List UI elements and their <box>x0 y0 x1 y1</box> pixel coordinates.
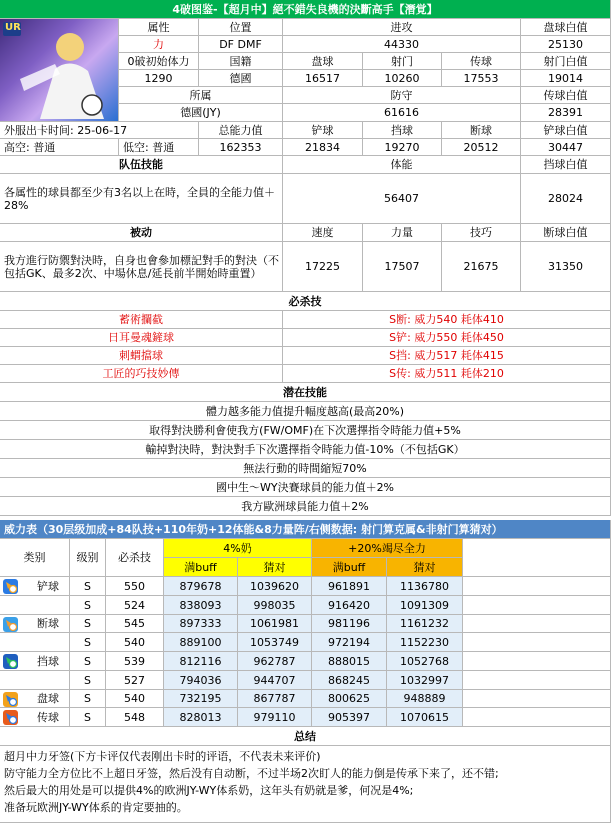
category-cell: 铲球 <box>0 577 70 596</box>
value-full-buff: 732195 <box>164 690 238 708</box>
level-cell: S <box>70 671 106 690</box>
dribble-white-value: 25130 <box>521 36 611 53</box>
value-guess-fullpower: 1091309 <box>387 596 463 615</box>
passive-label: 被动 <box>0 224 283 242</box>
value-guess-fullpower: 1070615 <box>387 708 463 727</box>
technique-value: 21675 <box>442 242 521 292</box>
header-intercept: 断球 <box>442 122 521 139</box>
header-team: 所属 <box>119 87 283 104</box>
header-total: 总能力值 <box>199 122 283 139</box>
team-skill-text: 各属性的球員都至少有3名以上在時，全員的全能力值＋28% <box>0 174 283 224</box>
potential-item: 我方歐洲球員能力值＋2% <box>0 497 611 516</box>
high-ball-label: 高空: 普通 <box>0 139 119 156</box>
skill-power-cell: 548 <box>106 708 164 727</box>
special-skill-name: 刺蝟擋球 <box>0 347 283 365</box>
nationality-value: 德國 <box>199 70 283 87</box>
value-full-buff: 879678 <box>164 577 238 596</box>
skill-power-cell: 540 <box>106 633 164 652</box>
stamina-value: 1290 <box>119 70 199 87</box>
value-full-buff: 838093 <box>164 596 238 615</box>
potential-item: 輸掉對決時，對決對手下次選擇指令時能力值-10%（不包括GK） <box>0 440 611 459</box>
hp-value: 56407 <box>283 174 521 224</box>
skill-power-cell: 539 <box>106 652 164 671</box>
header-technique: 技巧 <box>442 224 521 242</box>
value-full-buff: 812116 <box>164 652 238 671</box>
value-guess: 867787 <box>238 690 312 708</box>
header-intercept-white: 断球白值 <box>521 224 611 242</box>
summary-line: 然后最大的用处是可以提供4%的欧洲JY-WY体系奶，这年头有奶就是爹，何况是4%; <box>4 784 414 797</box>
value-full-buff-fullpower: 961891 <box>312 577 387 596</box>
value-guess-fullpower: 1136780 <box>387 577 463 596</box>
header-category: 类别 <box>0 539 70 577</box>
category-cell <box>0 596 70 615</box>
empty-cell <box>463 596 611 615</box>
category-cell <box>0 633 70 652</box>
empty-cell <box>463 615 611 633</box>
pass-white-value: 28391 <box>521 104 611 122</box>
level-cell: S <box>70 615 106 633</box>
total-value: 162353 <box>199 139 283 156</box>
header-speed: 速度 <box>283 224 363 242</box>
empty-cell <box>463 577 611 596</box>
header-pass-white: 传球白值 <box>521 87 611 104</box>
low-ball-label: 低空: 普通 <box>119 139 199 156</box>
value-guess-fullpower: 1152230 <box>387 633 463 652</box>
empty-cell <box>463 708 611 727</box>
category-cell: 传球 <box>0 708 70 727</box>
header-empty <box>463 539 611 577</box>
header-attack: 进攻 <box>283 19 521 36</box>
intercept-white-value: 31350 <box>521 242 611 292</box>
value-full-buff: 794036 <box>164 671 238 690</box>
skill-power-cell: 550 <box>106 577 164 596</box>
header-skill-power: 必杀技 <box>106 539 164 577</box>
value-guess: 944707 <box>238 671 312 690</box>
level-cell: S <box>70 596 106 615</box>
header-shoot: 射门 <box>363 53 442 70</box>
category-cell: 断球 <box>0 615 70 633</box>
value-full-buff-fullpower: 981196 <box>312 615 387 633</box>
value-full-buff-fullpower: 916420 <box>312 596 387 615</box>
block-value: 19270 <box>363 139 442 156</box>
dribble-value: 16517 <box>283 70 363 87</box>
header-tackle-white: 铲球白值 <box>521 122 611 139</box>
level-cell: S <box>70 633 106 652</box>
team-skill-label: 队伍技能 <box>0 156 283 174</box>
skill-type-icon <box>3 710 18 725</box>
header-pass: 传球 <box>442 53 521 70</box>
skill-power-cell: 527 <box>106 671 164 690</box>
speed-value: 17225 <box>283 242 363 292</box>
category-cell: 挡球 <box>0 652 70 671</box>
header-attribute: 属性 <box>119 19 199 36</box>
attack-value: 44330 <box>283 36 521 53</box>
special-skill-name: 蓄術攔截 <box>0 311 283 329</box>
tackle-value: 21834 <box>283 139 363 156</box>
empty-cell <box>463 671 611 690</box>
value-guess: 1039620 <box>238 577 312 596</box>
power-table-title: 威力表（30层级加成+84队技+110年奶+12体能&8力量阵/右侧数据: 射门算克属&非射门算猜对） <box>0 520 611 539</box>
tackle-white-value: 30447 <box>521 139 611 156</box>
skill-power-cell: 540 <box>106 690 164 708</box>
header-guess: 猜对 <box>238 558 312 577</box>
header-power: 力量 <box>363 224 442 242</box>
attribute-value: 力 <box>119 36 199 53</box>
summary-line: 超月中力牙签(下方卡评仅代表刚出卡时的评语，不代表未来评价) <box>4 750 321 763</box>
value-guess: 1061981 <box>238 615 312 633</box>
header-hp: 体能 <box>283 156 521 174</box>
header-group-fullpower: +20%竭尽全力 <box>312 539 463 558</box>
category-cell: 盘球 <box>0 690 70 708</box>
header-position: 位置 <box>199 19 283 36</box>
summary-line: 防守能力全方位比不上超日牙签，然后没有自动断，不过半场2次盯人的能力倒是传承下来了，还不错; <box>4 767 499 780</box>
header-stamina: 0破初始体力 <box>119 53 199 70</box>
intercept-value: 20512 <box>442 139 521 156</box>
skill-type-icon <box>3 617 18 632</box>
empty-cell <box>463 690 611 708</box>
value-guess: 1053749 <box>238 633 312 652</box>
summary-line: 准备玩欧洲JY-WY体系的肯定要抽的。 <box>4 801 188 814</box>
header-level: 级别 <box>70 539 106 577</box>
value-guess-fullpower: 1052768 <box>387 652 463 671</box>
rarity-badge: UR <box>5 22 21 33</box>
special-skill-name: 工匠的巧技妙傳 <box>0 365 283 383</box>
skill-type-icon <box>3 654 18 669</box>
value-full-buff: 889100 <box>164 633 238 652</box>
header-group-milk: 4%奶 <box>164 539 312 558</box>
header-defense: 防守 <box>283 87 521 104</box>
header-tackle: 铲球 <box>283 122 363 139</box>
header-full-buff: 满buff <box>312 558 387 577</box>
header-shoot-white: 射门白值 <box>521 53 611 70</box>
value-guess: 962787 <box>238 652 312 671</box>
level-cell: S <box>70 577 106 596</box>
level-cell: S <box>70 708 106 727</box>
potential-item: 取得對決勝利會使我方(FW/OMF)在下次選擇指令時能力值+5% <box>0 421 611 440</box>
value-guess-fullpower: 1161232 <box>387 615 463 633</box>
position-value: DF DMF <box>199 36 283 53</box>
server-release-date: 外服出卡时间: 25-06-17 <box>0 122 199 139</box>
potential-item: 無法行動的時間縮短70% <box>0 459 611 478</box>
skill-power-cell: 545 <box>106 615 164 633</box>
value-full-buff-fullpower: 868245 <box>312 671 387 690</box>
special-skill-stats: S铲: 威力550 耗体450 <box>283 329 611 347</box>
summary-text <box>0 746 611 823</box>
value-guess-fullpower: 1032997 <box>387 671 463 690</box>
potential-label: 潜在技能 <box>0 383 611 402</box>
header-guess: 猜对 <box>387 558 463 577</box>
header-nationality: 国籍 <box>199 53 283 70</box>
value-full-buff: 828013 <box>164 708 238 727</box>
header-full-buff: 满buff <box>164 558 238 577</box>
special-skill-name: 日耳曼魂鏟球 <box>0 329 283 347</box>
value-guess: 979110 <box>238 708 312 727</box>
level-cell: S <box>70 690 106 708</box>
shoot-value: 10260 <box>363 70 442 87</box>
level-cell: S <box>70 652 106 671</box>
header-block: 挡球 <box>363 122 442 139</box>
defense-value: 61616 <box>283 104 521 122</box>
skill-type-icon <box>3 692 18 707</box>
summary-label: 总结 <box>0 727 611 746</box>
header-block-white: 挡球白值 <box>521 156 611 174</box>
special-skill-stats: S挡: 威力517 耗体415 <box>283 347 611 365</box>
value-guess-fullpower: 948889 <box>387 690 463 708</box>
skill-power-cell: 524 <box>106 596 164 615</box>
header-dribble-white: 盘球白值 <box>521 19 611 36</box>
empty-cell <box>463 633 611 652</box>
value-full-buff-fullpower: 888015 <box>312 652 387 671</box>
block-white-value: 28024 <box>521 174 611 224</box>
value-guess: 998035 <box>238 596 312 615</box>
skill-type-icon <box>3 579 18 594</box>
power-value: 17507 <box>363 242 442 292</box>
special-skill-stats: S传: 威力511 耗体210 <box>283 365 611 383</box>
potential-item: 體力越多能力值提升幅度越高(最高20%) <box>0 402 611 421</box>
category-cell <box>0 671 70 690</box>
header-dribble: 盘球 <box>283 53 363 70</box>
value-full-buff: 897333 <box>164 615 238 633</box>
empty-cell <box>463 652 611 671</box>
card-portrait-image <box>0 19 119 122</box>
value-full-buff-fullpower: 972194 <box>312 633 387 652</box>
shoot-white-value: 19014 <box>521 70 611 87</box>
passive-text: 我方進行防禦對決時，自身也會參加標記對手的對決（不包括GK、最多2次、中場休息/延長前半開始時重置） <box>0 242 283 292</box>
special-skill-label: 必杀技 <box>0 292 611 311</box>
special-skill-stats: S断: 威力540 耗体410 <box>283 311 611 329</box>
team-value: 德國(JY) <box>119 104 283 122</box>
potential-item: 國中生～WY決賽球員的能力值＋2% <box>0 478 611 497</box>
pass-value: 17553 <box>442 70 521 87</box>
value-full-buff-fullpower: 905397 <box>312 708 387 727</box>
page-title: 4破图鉴-【超月中】絕不錯失良機的決斷高手【潛覚】 <box>0 0 611 19</box>
value-full-buff-fullpower: 800625 <box>312 690 387 708</box>
